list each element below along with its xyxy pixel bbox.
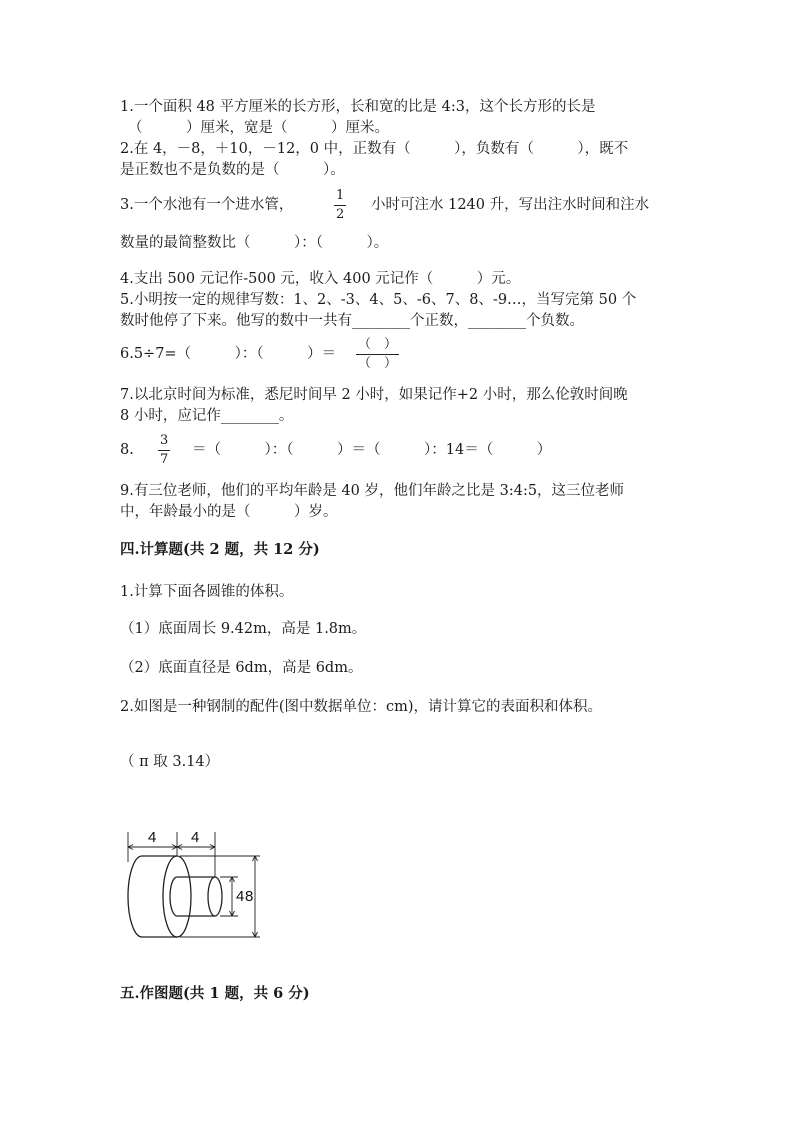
q3-text-after: 小时可注水 1240 升，写出注水时间和注水 [371, 197, 650, 213]
q8-label: 8. [120, 442, 134, 458]
q3-line2: 数量的最简整数比（ ）：（ ）。 [120, 235, 389, 251]
q8-fraction-numerator: 3 [160, 433, 169, 448]
section4-heading: 四.计算题(共 2 题，共 12 分) [120, 541, 320, 558]
q2-line1: 2.在 4，－8，＋10，－12，0 中，正数有（ ），负数有（ ），既不 [120, 141, 629, 157]
large-cylinder-left-arc [128, 856, 142, 937]
pi-note: （ π 取 3.14） [120, 754, 220, 770]
section4-q1: 1.计算下面各圆锥的体积。 [120, 584, 294, 600]
large-diameter-label: 8 [245, 888, 254, 905]
q9-line2: 中，年龄最小的是（ ）岁。 [120, 504, 338, 520]
fraction-bar [356, 354, 399, 355]
large-cylinder-edges [142, 856, 177, 937]
q4-line: 4.支出 500 元记作-500 元，收入 400 元记作（ ）元。 [120, 271, 521, 287]
small-cylinder-left-arc [170, 877, 177, 916]
q3-fraction [334, 188, 346, 223]
q3-text-before: 3.一个水池有一个进水管， [120, 197, 294, 213]
left-width-label: 4 [148, 829, 157, 846]
q2-line2: 是正数也不是负数的是（ ）。 [120, 162, 345, 178]
q8-fraction-denominator: 7 [160, 452, 169, 467]
section4-q1-a: （1）底面周长 9.42m，高是 1.8m。 [120, 621, 367, 637]
fraction-bar [334, 205, 346, 206]
section5-heading: 五.作图题(共 1 题，共 6 分) [120, 985, 310, 1002]
section4-q2: 2.如图是一种钢制的配件(图中数据单位：cm)，请计算它的表面积和体积。 [120, 699, 603, 715]
large-cylinder-face [163, 856, 191, 937]
q7-line1: 7.以北京时间为标准，悉尼时间早 2 小时，如果记作+2 小时，那么伦敦时间晚 [120, 387, 628, 403]
fraction-bar [158, 450, 170, 451]
small-cylinder-face [208, 877, 222, 916]
q5-line2: 数时他停了下来。他写的数中一共有________个正数，________个负数。 [120, 313, 584, 329]
q3-fraction-denominator: 2 [336, 207, 345, 222]
q6-fraction-numerator: （ ） [358, 337, 398, 352]
small-cylinder-edges [177, 877, 215, 916]
q6-fraction-denominator: （ ） [358, 356, 398, 371]
section4-q1-b: （2）底面直径是 6dm，高是 6dm。 [120, 660, 363, 676]
q5-line1: 5.小明按一定的规律写数：1、2、-3、4、5、-6、7、8、-9…，当写完第 50 个 [120, 292, 637, 308]
width-extension-lines [128, 832, 215, 877]
q7-line2: 8 小时，应记作________。 [120, 408, 294, 424]
q6-fraction [356, 337, 399, 372]
q6-text: 6.5÷7=（ ）：（ ）＝ [120, 346, 337, 362]
q8-fraction [158, 433, 170, 468]
q1-line2: （ ）厘米，宽是（ ）厘米。 [128, 120, 389, 136]
q1-line1: 1.一个面积 48 平方厘米的长方形，长和宽的比是 4:3，这个长方形的长是 [120, 99, 596, 115]
small-diameter-label: 4 [236, 888, 245, 905]
right-width-label: 4 [191, 829, 200, 846]
steel-part-figure [120, 822, 270, 942]
q8-rest: ＝（ ）：（ ）＝（ ）：14＝（ ） [192, 442, 552, 458]
q3-fraction-numerator: 1 [336, 188, 345, 203]
q9-line1: 9.有三位老师，他们的平均年龄是 40 岁，他们年龄之比是 3:4:5，这三位老师 [120, 483, 625, 499]
